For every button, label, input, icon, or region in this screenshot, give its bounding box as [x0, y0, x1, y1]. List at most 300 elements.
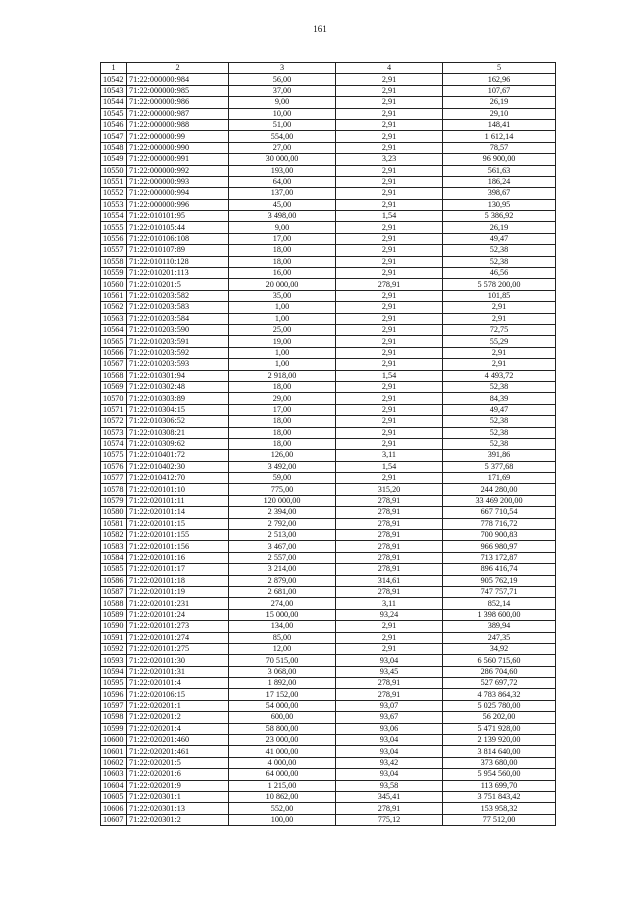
value-cell: 667 710,54 — [443, 507, 556, 518]
cadastral-number-cell: 71:22:020106:15 — [127, 689, 229, 700]
value-cell: 398,67 — [443, 188, 556, 199]
row-number-cell: 10572 — [101, 416, 127, 427]
table-row — [101, 564, 556, 575]
value-cell: 72,75 — [443, 324, 556, 335]
area-cell: 17,00 — [229, 404, 336, 415]
value-cell: 2,91 — [443, 302, 556, 313]
value-cell: 700 900,83 — [443, 530, 556, 541]
row-number-cell: 10605 — [101, 792, 127, 803]
rate-cell: 278,91 — [336, 518, 443, 529]
value-cell: 148,41 — [443, 119, 556, 130]
cadastral-number-cell: 71:22:010110:128 — [127, 256, 229, 267]
table-row — [101, 689, 556, 700]
cadastral-number-cell: 71:22:010203:584 — [127, 313, 229, 324]
row-number-cell: 10542 — [101, 74, 127, 85]
area-cell: 554,00 — [229, 131, 336, 142]
rate-cell: 93,04 — [336, 655, 443, 666]
table-row — [101, 256, 556, 267]
cadastral-number-cell: 71:22:020101:10 — [127, 484, 229, 495]
value-cell: 247,35 — [443, 632, 556, 643]
table-row — [101, 393, 556, 404]
table-row — [101, 461, 556, 472]
table-row — [101, 336, 556, 347]
area-cell: 30 000,00 — [229, 154, 336, 165]
rate-cell: 2,91 — [336, 324, 443, 335]
row-number-cell: 10579 — [101, 495, 127, 506]
value-cell: 46,56 — [443, 268, 556, 279]
cadastral-number-cell: 71:22:010412:70 — [127, 473, 229, 484]
area-cell: 3 467,00 — [229, 541, 336, 552]
area-cell: 41 000,00 — [229, 746, 336, 757]
cadastral-number-cell: 71:22:020201:5 — [127, 757, 229, 768]
rate-cell: 2,91 — [336, 74, 443, 85]
area-cell: 2 681,00 — [229, 586, 336, 597]
row-number-cell: 10562 — [101, 302, 127, 313]
cadastral-number-cell: 71:22:020201:1 — [127, 700, 229, 711]
cadastral-number-cell: 71:22:000000:991 — [127, 154, 229, 165]
table-row — [101, 735, 556, 746]
cadastral-number-cell: 71:22:010306:52 — [127, 416, 229, 427]
row-number-cell: 10581 — [101, 518, 127, 529]
value-cell: 56 202,00 — [443, 712, 556, 723]
rate-cell: 2,91 — [336, 427, 443, 438]
value-cell: 55,29 — [443, 336, 556, 347]
row-number-cell: 10599 — [101, 723, 127, 734]
rate-cell: 2,91 — [336, 473, 443, 484]
value-cell: 5 471 928,00 — [443, 723, 556, 734]
row-number-cell: 10545 — [101, 108, 127, 119]
table-row — [101, 176, 556, 187]
table-row — [101, 222, 556, 233]
cadastral-number-cell: 71:22:020301:13 — [127, 803, 229, 814]
table-row — [101, 609, 556, 620]
rate-cell: 2,91 — [336, 621, 443, 632]
table-row — [101, 621, 556, 632]
table-row — [101, 598, 556, 609]
value-cell: 96 900,00 — [443, 154, 556, 165]
table-row — [101, 473, 556, 484]
area-cell: 2 557,00 — [229, 552, 336, 563]
rate-cell: 93,42 — [336, 757, 443, 768]
area-cell: 3 498,00 — [229, 211, 336, 222]
value-cell: 52,38 — [443, 256, 556, 267]
value-cell: 244 280,00 — [443, 484, 556, 495]
cadastral-number-cell: 71:22:020301:2 — [127, 814, 229, 825]
value-cell: 2,91 — [443, 359, 556, 370]
area-cell: 775,00 — [229, 484, 336, 495]
table-row — [101, 678, 556, 689]
row-number-cell: 10553 — [101, 199, 127, 210]
row-number-cell: 10551 — [101, 176, 127, 187]
table-row — [101, 541, 556, 552]
cadastral-number-cell: 71:22:000000:990 — [127, 142, 229, 153]
area-cell: 16,00 — [229, 268, 336, 279]
row-number-cell: 10548 — [101, 142, 127, 153]
cadastral-number-cell: 71:22:020101:155 — [127, 530, 229, 541]
area-cell: 59,00 — [229, 473, 336, 484]
value-cell: 171,69 — [443, 473, 556, 484]
cadastral-number-cell: 71:22:020201:9 — [127, 780, 229, 791]
area-cell: 120 000,00 — [229, 495, 336, 506]
cadastral-number-cell: 71:22:010101:95 — [127, 211, 229, 222]
cadastral-number-cell: 71:22:010304:15 — [127, 404, 229, 415]
row-number-cell: 10602 — [101, 757, 127, 768]
rate-cell: 278,91 — [336, 586, 443, 597]
value-cell: 33 469 200,00 — [443, 495, 556, 506]
table-row — [101, 518, 556, 529]
rate-cell: 2,91 — [336, 302, 443, 313]
table-row — [101, 404, 556, 415]
value-cell: 391,86 — [443, 450, 556, 461]
area-cell: 18,00 — [229, 438, 336, 449]
area-cell: 17,00 — [229, 233, 336, 244]
value-cell: 286 704,60 — [443, 666, 556, 677]
table-row — [101, 643, 556, 654]
row-number-cell: 10547 — [101, 131, 127, 142]
value-cell: 52,38 — [443, 381, 556, 392]
table-row — [101, 119, 556, 130]
row-number-cell: 10546 — [101, 119, 127, 130]
table-row — [101, 97, 556, 108]
cadastral-number-cell: 71:22:010301:94 — [127, 370, 229, 381]
row-number-cell: 10573 — [101, 427, 127, 438]
row-number-cell: 10584 — [101, 552, 127, 563]
area-cell: 4 000,00 — [229, 757, 336, 768]
rate-cell: 2,91 — [336, 245, 443, 256]
row-number-cell: 10587 — [101, 586, 127, 597]
value-cell: 26,19 — [443, 222, 556, 233]
rate-cell: 2,91 — [336, 165, 443, 176]
value-cell: 101,85 — [443, 290, 556, 301]
rate-cell: 278,91 — [336, 279, 443, 290]
cadastral-number-cell: 71:22:020101:231 — [127, 598, 229, 609]
area-cell: 10,00 — [229, 108, 336, 119]
table-row — [101, 416, 556, 427]
table-row — [101, 211, 556, 222]
value-cell: 113 699,70 — [443, 780, 556, 791]
rate-cell: 93,07 — [336, 700, 443, 711]
value-cell: 130,95 — [443, 199, 556, 210]
area-cell: 3 214,00 — [229, 564, 336, 575]
table-row — [101, 438, 556, 449]
value-cell: 3 814 640,00 — [443, 746, 556, 757]
area-cell: 1,00 — [229, 302, 336, 313]
row-number-cell: 10558 — [101, 256, 127, 267]
area-cell: 18,00 — [229, 416, 336, 427]
column-header-5: 5 — [443, 63, 556, 74]
cadastral-number-cell: 71:22:010309:62 — [127, 438, 229, 449]
row-number-cell: 10578 — [101, 484, 127, 495]
row-number-cell: 10569 — [101, 381, 127, 392]
table-row — [101, 450, 556, 461]
cadastral-number-cell: 71:22:000000:986 — [127, 97, 229, 108]
table-row — [101, 780, 556, 791]
row-number-cell: 10583 — [101, 541, 127, 552]
area-cell: 18,00 — [229, 256, 336, 267]
row-number-cell: 10597 — [101, 700, 127, 711]
rate-cell: 2,91 — [336, 336, 443, 347]
value-cell: 4 783 864,32 — [443, 689, 556, 700]
area-cell: 51,00 — [229, 119, 336, 130]
row-number-cell: 10592 — [101, 643, 127, 654]
cadastral-number-cell: 71:22:020101:274 — [127, 632, 229, 643]
cadastral-number-cell: 71:22:020301:1 — [127, 792, 229, 803]
cadastral-number-cell: 71:22:010203:591 — [127, 336, 229, 347]
value-cell: 77 512,00 — [443, 814, 556, 825]
cadastral-number-cell: 71:22:020101:17 — [127, 564, 229, 575]
rate-cell: 2,91 — [336, 313, 443, 324]
rate-cell: 278,91 — [336, 541, 443, 552]
cadastral-number-cell: 71:22:020201:461 — [127, 746, 229, 757]
value-cell: 5 386,92 — [443, 211, 556, 222]
value-cell: 84,39 — [443, 393, 556, 404]
value-cell: 2,91 — [443, 313, 556, 324]
row-number-cell: 10607 — [101, 814, 127, 825]
row-number-cell: 10604 — [101, 780, 127, 791]
cadastral-number-cell: 71:22:010203:583 — [127, 302, 229, 313]
area-cell: 193,00 — [229, 165, 336, 176]
area-cell: 12,00 — [229, 643, 336, 654]
rate-cell: 278,91 — [336, 564, 443, 575]
rate-cell: 2,91 — [336, 416, 443, 427]
rate-cell: 2,91 — [336, 199, 443, 210]
cadastral-number-cell: 71:22:020101:15 — [127, 518, 229, 529]
row-number-cell: 10564 — [101, 324, 127, 335]
table-row — [101, 666, 556, 677]
table-row — [101, 484, 556, 495]
area-cell: 126,00 — [229, 450, 336, 461]
row-number-cell: 10601 — [101, 746, 127, 757]
area-cell: 2 394,00 — [229, 507, 336, 518]
area-cell: 85,00 — [229, 632, 336, 643]
rate-cell: 2,91 — [336, 256, 443, 267]
rate-cell: 315,20 — [336, 484, 443, 495]
table-row — [101, 757, 556, 768]
row-number-cell: 10563 — [101, 313, 127, 324]
area-cell: 1 215,00 — [229, 780, 336, 791]
area-cell: 274,00 — [229, 598, 336, 609]
area-cell: 54 000,00 — [229, 700, 336, 711]
table-row — [101, 233, 556, 244]
table-row — [101, 792, 556, 803]
rate-cell: 2,91 — [336, 404, 443, 415]
row-number-cell: 10559 — [101, 268, 127, 279]
rate-cell: 1,54 — [336, 461, 443, 472]
value-cell: 966 980,97 — [443, 541, 556, 552]
row-number-cell: 10595 — [101, 678, 127, 689]
row-number-cell: 10585 — [101, 564, 127, 575]
value-cell: 373 680,00 — [443, 757, 556, 768]
area-cell: 100,00 — [229, 814, 336, 825]
value-cell: 4 493,72 — [443, 370, 556, 381]
table-row — [101, 723, 556, 734]
row-number-cell: 10567 — [101, 359, 127, 370]
table-row — [101, 279, 556, 290]
row-number-cell: 10552 — [101, 188, 127, 199]
row-number-cell: 10565 — [101, 336, 127, 347]
table-row — [101, 507, 556, 518]
area-cell: 137,00 — [229, 188, 336, 199]
cadastral-number-cell: 71:22:010201:5 — [127, 279, 229, 290]
cadastral-number-cell: 71:22:020101:16 — [127, 552, 229, 563]
rate-cell: 2,91 — [336, 393, 443, 404]
table-row — [101, 313, 556, 324]
row-number-cell: 10596 — [101, 689, 127, 700]
cadastral-number-cell: 71:22:020101:30 — [127, 655, 229, 666]
cadastral-number-cell: 71:22:000000:987 — [127, 108, 229, 119]
cadastral-number-cell: 71:22:020101:18 — [127, 575, 229, 586]
value-cell: 1 612,14 — [443, 131, 556, 142]
cadastral-number-cell: 71:22:010401:72 — [127, 450, 229, 461]
area-cell: 18,00 — [229, 427, 336, 438]
area-cell: 35,00 — [229, 290, 336, 301]
rate-cell: 278,91 — [336, 803, 443, 814]
rate-cell: 93,04 — [336, 746, 443, 757]
cadastral-number-cell: 71:22:000000:985 — [127, 85, 229, 96]
area-cell: 23 000,00 — [229, 735, 336, 746]
row-number-cell: 10566 — [101, 347, 127, 358]
rate-cell: 3,23 — [336, 154, 443, 165]
rate-cell: 93,04 — [336, 769, 443, 780]
cadastral-number-cell: 71:22:010303:89 — [127, 393, 229, 404]
area-cell: 70 515,00 — [229, 655, 336, 666]
rate-cell: 1,54 — [336, 370, 443, 381]
value-cell: 747 757,71 — [443, 586, 556, 597]
rate-cell: 2,91 — [336, 233, 443, 244]
rate-cell: 2,91 — [336, 643, 443, 654]
area-cell: 552,00 — [229, 803, 336, 814]
rate-cell: 2,91 — [336, 222, 443, 233]
rate-cell: 2,91 — [336, 188, 443, 199]
rate-cell: 278,91 — [336, 530, 443, 541]
area-cell: 18,00 — [229, 245, 336, 256]
row-number-cell: 10582 — [101, 530, 127, 541]
value-cell: 527 697,72 — [443, 678, 556, 689]
rate-cell: 2,91 — [336, 290, 443, 301]
value-cell: 153 958,32 — [443, 803, 556, 814]
table-row — [101, 552, 556, 563]
cadastral-number-cell: 71:22:010105:44 — [127, 222, 229, 233]
value-cell: 896 416,74 — [443, 564, 556, 575]
cadastral-number-cell: 71:22:020201:460 — [127, 735, 229, 746]
cadastral-number-cell: 71:22:010201:113 — [127, 268, 229, 279]
cadastral-number-cell: 71:22:020101:4 — [127, 678, 229, 689]
table-row — [101, 700, 556, 711]
table-row — [101, 530, 556, 541]
row-number-cell: 10556 — [101, 233, 127, 244]
area-cell: 1,00 — [229, 359, 336, 370]
value-cell: 5 025 780,00 — [443, 700, 556, 711]
table-row — [101, 165, 556, 176]
rate-cell: 2,91 — [336, 438, 443, 449]
rate-cell: 2,91 — [336, 142, 443, 153]
row-number-cell: 10550 — [101, 165, 127, 176]
row-number-cell: 10543 — [101, 85, 127, 96]
area-cell: 600,00 — [229, 712, 336, 723]
table-row — [101, 381, 556, 392]
row-number-cell: 10554 — [101, 211, 127, 222]
area-cell: 20 000,00 — [229, 279, 336, 290]
row-number-cell: 10580 — [101, 507, 127, 518]
rate-cell: 2,91 — [336, 97, 443, 108]
table-row — [101, 746, 556, 757]
table-row — [101, 655, 556, 666]
rate-cell: 93,04 — [336, 735, 443, 746]
value-cell: 5 377,68 — [443, 461, 556, 472]
cadastral-number-cell: 71:22:000000:992 — [127, 165, 229, 176]
cadastral-number-cell: 71:22:020201:4 — [127, 723, 229, 734]
cadastral-number-cell: 71:22:010203:582 — [127, 290, 229, 301]
rate-cell: 775,12 — [336, 814, 443, 825]
area-cell: 2 792,00 — [229, 518, 336, 529]
area-cell: 2 513,00 — [229, 530, 336, 541]
area-cell: 134,00 — [229, 621, 336, 632]
value-cell: 34,92 — [443, 643, 556, 654]
table-row — [101, 575, 556, 586]
row-number-cell: 10555 — [101, 222, 127, 233]
value-cell: 186,24 — [443, 176, 556, 187]
area-cell: 64,00 — [229, 176, 336, 187]
row-number-cell: 10574 — [101, 438, 127, 449]
cadastral-number-cell: 71:22:020101:31 — [127, 666, 229, 677]
row-number-cell: 10600 — [101, 735, 127, 746]
table-row — [101, 803, 556, 814]
table-row — [101, 495, 556, 506]
cadastral-number-cell: 71:22:020201:6 — [127, 769, 229, 780]
rate-cell: 2,91 — [336, 108, 443, 119]
table-row — [101, 268, 556, 279]
cadastral-number-cell: 71:22:010203:593 — [127, 359, 229, 370]
row-number-cell: 10606 — [101, 803, 127, 814]
area-cell: 2 918,00 — [229, 370, 336, 381]
row-number-cell: 10561 — [101, 290, 127, 301]
value-cell: 2 139 920,00 — [443, 735, 556, 746]
row-number-cell: 10549 — [101, 154, 127, 165]
area-cell: 1 892,00 — [229, 678, 336, 689]
value-cell: 29,10 — [443, 108, 556, 119]
rate-cell: 93,58 — [336, 780, 443, 791]
row-number-cell: 10603 — [101, 769, 127, 780]
area-cell: 64 000,00 — [229, 769, 336, 780]
rate-cell: 314,61 — [336, 575, 443, 586]
rate-cell: 2,91 — [336, 119, 443, 130]
value-cell: 3 751 843,42 — [443, 792, 556, 803]
rate-cell: 2,91 — [336, 632, 443, 643]
cadastral-number-cell: 71:22:020101:14 — [127, 507, 229, 518]
area-cell: 25,00 — [229, 324, 336, 335]
cadastral-number-cell: 71:22:010302:48 — [127, 381, 229, 392]
rate-cell: 278,91 — [336, 552, 443, 563]
table-row — [101, 245, 556, 256]
column-header-4: 4 — [336, 63, 443, 74]
row-number-cell: 10586 — [101, 575, 127, 586]
cadastral-number-cell: 71:22:000000:994 — [127, 188, 229, 199]
column-header-2: 2 — [127, 63, 229, 74]
value-cell: 389,94 — [443, 621, 556, 632]
table-row — [101, 370, 556, 381]
area-cell: 56,00 — [229, 74, 336, 85]
rate-cell: 1,54 — [336, 211, 443, 222]
value-cell: 713 172,87 — [443, 552, 556, 563]
value-cell: 49,47 — [443, 404, 556, 415]
cadastral-number-cell: 71:22:000000:988 — [127, 119, 229, 130]
area-cell: 45,00 — [229, 199, 336, 210]
rate-cell: 2,91 — [336, 347, 443, 358]
rate-cell: 278,91 — [336, 507, 443, 518]
value-cell: 852,14 — [443, 598, 556, 609]
cadastral-number-cell: 71:22:010308:21 — [127, 427, 229, 438]
row-number-cell: 10589 — [101, 609, 127, 620]
